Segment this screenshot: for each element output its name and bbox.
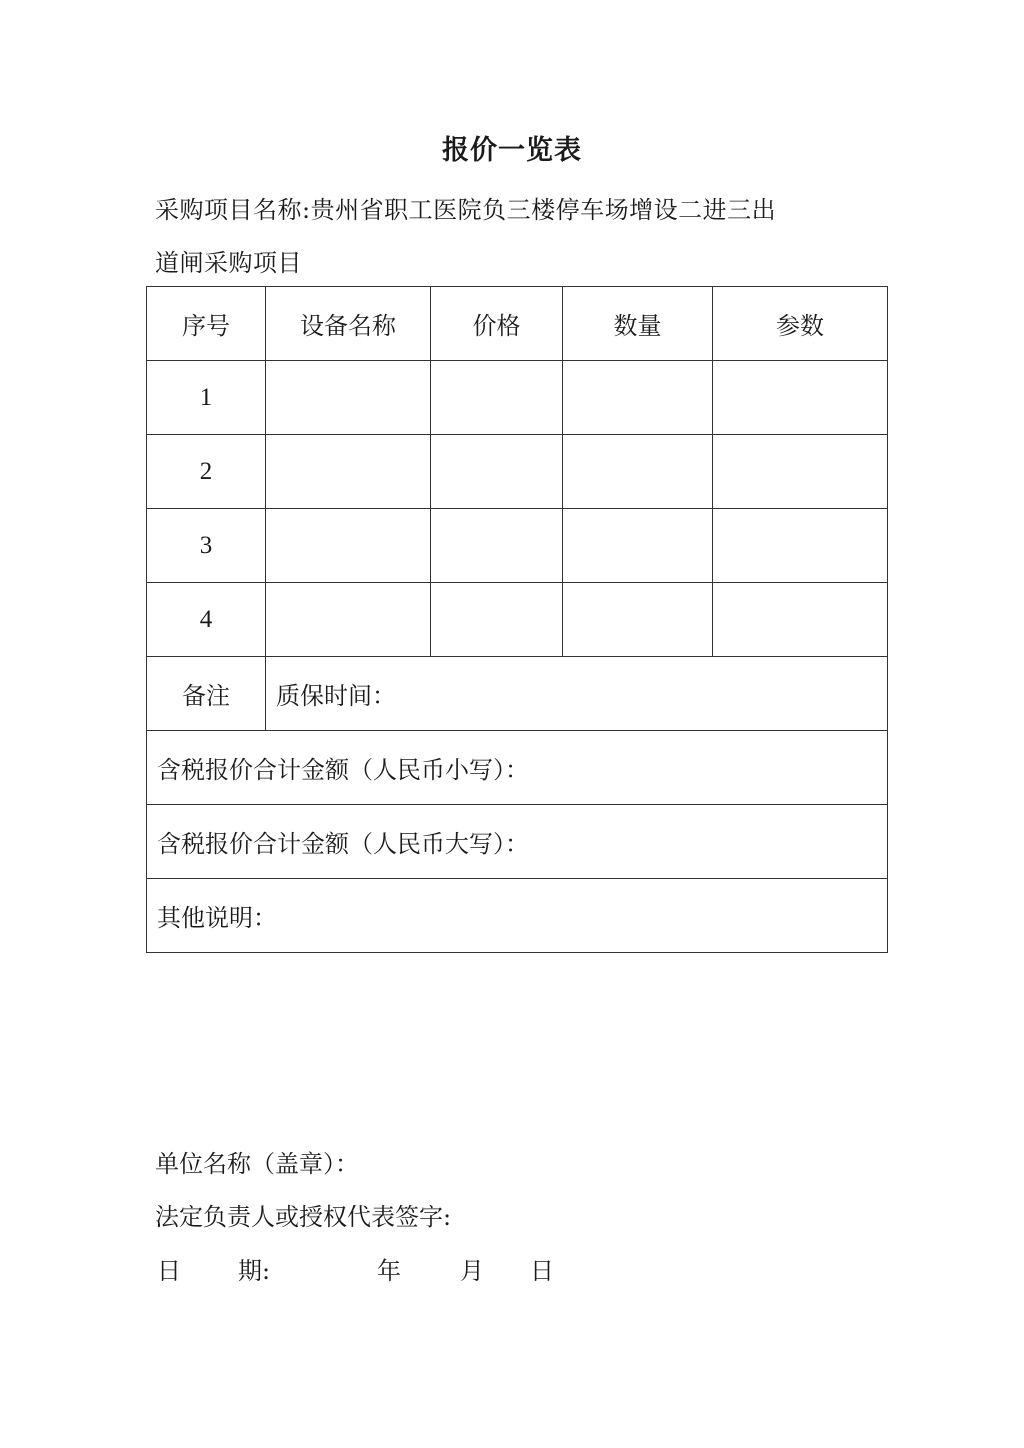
company-name-seal-label: 单位名称（盖章）： bbox=[155, 1150, 359, 1178]
document-title: 报价一览表 bbox=[442, 135, 582, 166]
header-serial-no: 序号 bbox=[147, 287, 266, 361]
date-label-char-2: 期: bbox=[238, 1257, 271, 1285]
other-notes-row bbox=[147, 879, 888, 953]
table-row bbox=[147, 361, 888, 435]
cell-serial-no: 1 bbox=[147, 361, 266, 435]
remark-row bbox=[147, 657, 888, 731]
project-name-line-1: 采购项目名称:贵州省职工医院负三楼停车场增设二进三出 bbox=[155, 196, 777, 224]
cell-price[interactable] bbox=[431, 509, 563, 583]
cell-equipment-name[interactable] bbox=[266, 509, 431, 583]
other-notes-field[interactable]: 其他说明： bbox=[147, 879, 888, 953]
cell-equipment-name[interactable] bbox=[266, 435, 431, 509]
cell-price[interactable] bbox=[431, 361, 563, 435]
cell-parameters[interactable] bbox=[713, 361, 888, 435]
table-row bbox=[147, 435, 888, 509]
cell-parameters[interactable] bbox=[713, 583, 888, 657]
date-label-char-1: 日 bbox=[157, 1257, 181, 1285]
date-year-label: 年 bbox=[377, 1257, 401, 1285]
quotation-table bbox=[146, 286, 888, 953]
table-row bbox=[147, 583, 888, 657]
cell-equipment-name[interactable] bbox=[266, 583, 431, 657]
cell-serial-no: 3 bbox=[147, 509, 266, 583]
cell-quantity[interactable] bbox=[563, 509, 713, 583]
total-amount-uppercase-field[interactable]: 含税报价合计金额（人民币大写）： bbox=[147, 805, 888, 879]
header-price: 价格 bbox=[431, 287, 563, 361]
remark-label: 备注 bbox=[147, 657, 266, 731]
project-name-line-2: 道闸采购项目 bbox=[155, 249, 302, 277]
header-parameters: 参数 bbox=[713, 287, 888, 361]
cell-serial-no: 2 bbox=[147, 435, 266, 509]
date-day-label: 日 bbox=[530, 1257, 554, 1285]
cell-price[interactable] bbox=[431, 583, 563, 657]
cell-quantity[interactable] bbox=[563, 435, 713, 509]
cell-serial-no: 4 bbox=[147, 583, 266, 657]
total-lowercase-row bbox=[147, 731, 888, 805]
cell-parameters[interactable] bbox=[713, 509, 888, 583]
total-amount-lowercase-field[interactable]: 含税报价合计金额（人民币小写）： bbox=[147, 731, 888, 805]
cell-quantity[interactable] bbox=[563, 583, 713, 657]
table-header-row bbox=[147, 287, 888, 361]
date-month-label: 月 bbox=[460, 1257, 484, 1285]
table-row bbox=[147, 509, 888, 583]
cell-quantity[interactable] bbox=[563, 361, 713, 435]
representative-signature-label: 法定负责人或授权代表签字: bbox=[155, 1203, 452, 1231]
cell-equipment-name[interactable] bbox=[266, 361, 431, 435]
cell-parameters[interactable] bbox=[713, 435, 888, 509]
header-equipment-name: 设备名称 bbox=[266, 287, 431, 361]
cell-price[interactable] bbox=[431, 435, 563, 509]
warranty-period-field[interactable]: 质保时间： bbox=[266, 657, 888, 731]
header-quantity: 数量 bbox=[563, 287, 713, 361]
total-uppercase-row bbox=[147, 805, 888, 879]
